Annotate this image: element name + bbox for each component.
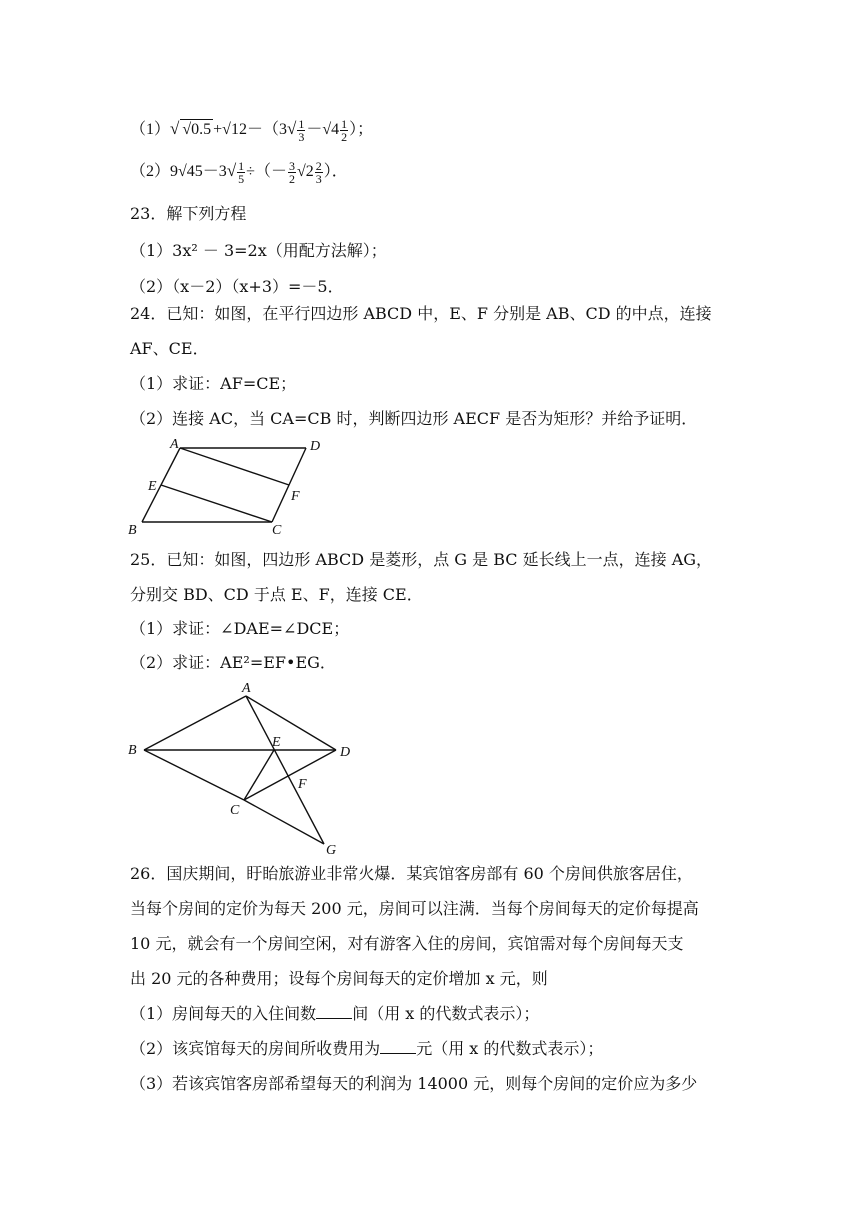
problem23-item2: （2）（x－2）（x+3）=－5． <box>130 277 344 296</box>
problem23-item1: （1）3x² － 3=2x（用配方法解）； <box>130 241 387 260</box>
side-ab <box>144 696 246 750</box>
problem26-item1: （1）房间每天的入住间数 间（用 x 的代数式表示）； <box>130 1004 540 1023</box>
label-a: A <box>170 437 179 452</box>
label-e: E <box>148 479 157 494</box>
answer-blank <box>380 1039 416 1054</box>
label-d: D <box>310 439 321 454</box>
problem25-title-line2: 分别交 BD、CD 于点 E、F，连接 CE． <box>130 585 423 604</box>
problem26-line3: 10 元，就会有一个房间空闲，对有游客入住的房间，宾馆需对每个房间每天支 <box>130 934 684 953</box>
problem26-line2: 当每个房间的定价为每天 200 元，房间可以注满．当每个房间每天的定价每提高 <box>130 899 699 918</box>
segment-af <box>180 448 289 485</box>
side-cd <box>244 750 336 800</box>
parallelogram-figure <box>126 436 336 540</box>
label-d: D <box>340 745 351 760</box>
rhombus-figure <box>126 678 356 854</box>
label-a: A <box>242 681 251 696</box>
label-g: G <box>326 843 337 854</box>
problem24-title-line2: AF、CE． <box>130 339 209 358</box>
problem26-item2: （2）该宾馆每天的房间所收费用为 元（用 x 的代数式表示）； <box>130 1039 604 1058</box>
problem25-item1: （1）求证：∠DAE=∠DCE； <box>130 619 350 638</box>
problem22-item2: （2）9√45－3√ $\frac{1}{5}$ ÷（－ $\frac{3}{2}$ √2 $\frac{2}{3}$ ）． <box>130 159 348 186</box>
label-c: C <box>272 523 282 538</box>
item-label: （1） <box>130 121 171 139</box>
problem25-title-line1: 25．已知：如图，四边形 ABCD 是菱形，点 G 是 BC 延长线上一点，连接 AG， <box>130 550 713 569</box>
problem26-line4: 出 20 元的各种费用；设每个房间每天的定价增加 x 元，则 <box>130 969 548 988</box>
problem26-line1: 26．国庆期间，盱眙旅游业非常火爆．某宾馆客房部有 60 个房间供旅客居住， <box>130 864 693 883</box>
problem22-item1: （1）√ √0.5 +√12－（3√ $\frac{1}{3}$ －√4 $\frac{1}{2}$ ）； <box>130 117 374 144</box>
fraction: $\frac{1}{3}$ <box>298 117 305 144</box>
problem24-item1: （1）求证：AF=CE； <box>130 374 297 393</box>
label-e: E <box>272 735 281 750</box>
label-c: C <box>230 803 240 818</box>
problem24-item2: （2）连接 AC，当 CA=CB 时，判断四边形 AECF 是否为矩形？并给予证明． <box>130 409 698 428</box>
item-label: （2） <box>130 163 171 181</box>
label-b: B <box>128 523 137 538</box>
label-f: F <box>298 777 307 792</box>
radical: √0.5 <box>182 121 212 139</box>
problem23-title: 23．解下列方程 <box>130 204 247 223</box>
label-b: B <box>128 743 137 758</box>
problem26-item3: （3）若该宾馆客房部希望每天的利润为 14000 元，则每个房间的定价应为多少 <box>130 1074 698 1093</box>
problem24-title-line1: 24．已知：如图，在平行四边形 ABCD 中，E、F 分别是 AB、CD 的中点，连接 <box>130 304 712 323</box>
problem25-item2: （2）求证：AE²=EF•EG． <box>130 653 336 672</box>
fraction: $\frac{3}{2}$ <box>288 159 295 186</box>
segment-ec <box>161 485 272 522</box>
fraction: $\frac{1}{2}$ <box>341 117 348 144</box>
fraction: $\frac{1}{5}$ <box>238 159 245 186</box>
side-bc <box>144 750 244 800</box>
label-f: F <box>291 489 300 504</box>
radical: √12 <box>222 121 247 139</box>
answer-blank <box>316 1004 352 1019</box>
fraction: $\frac{2}{3}$ <box>315 159 322 186</box>
